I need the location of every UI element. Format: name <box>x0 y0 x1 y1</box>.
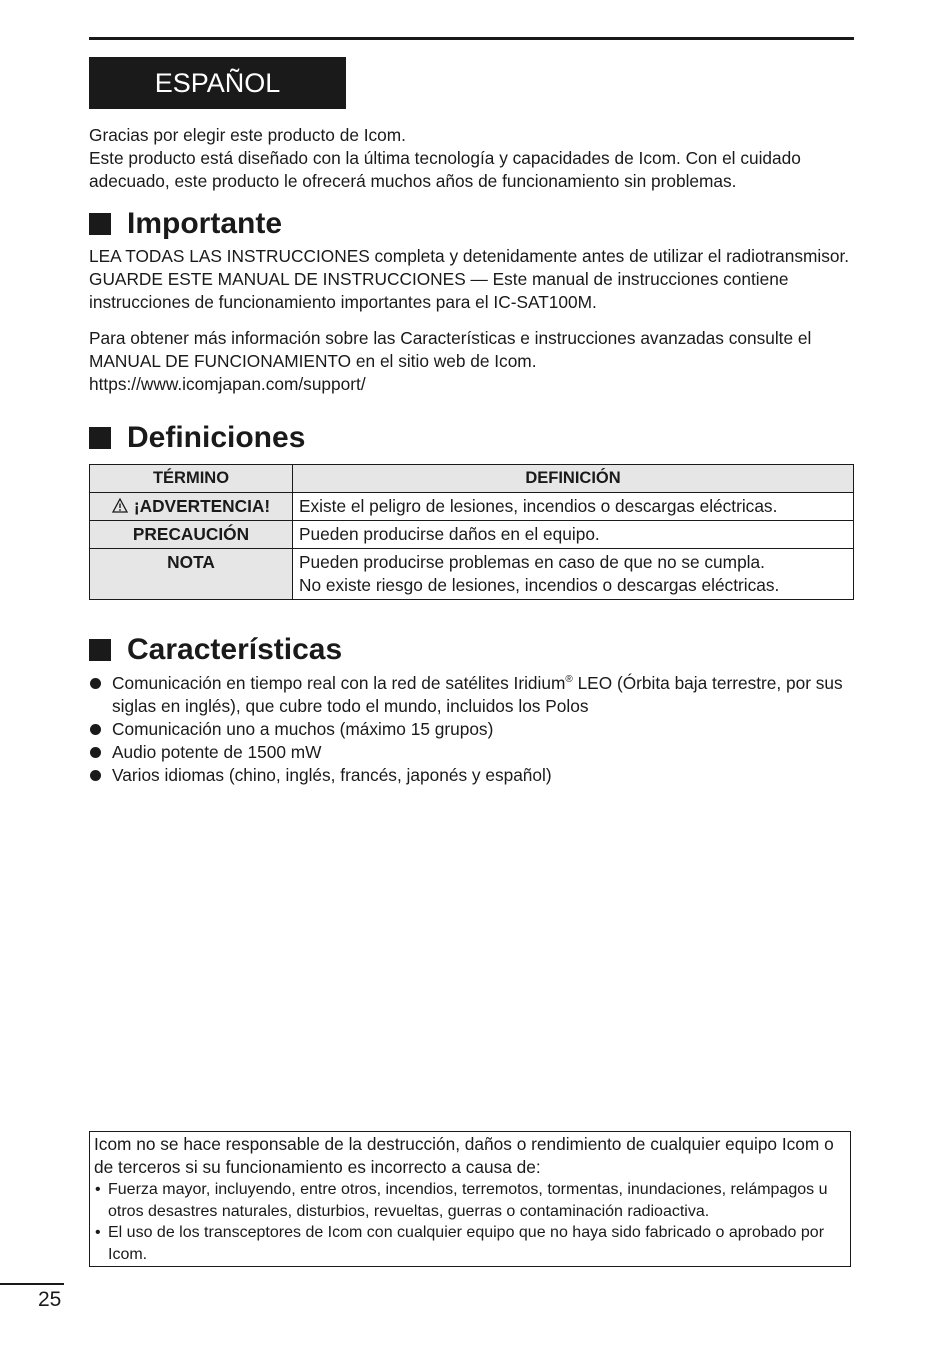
bullet-mark: • <box>95 1181 101 1198</box>
definitions-table <box>89 464 854 600</box>
table-row <box>90 521 854 549</box>
list-item <box>94 1222 844 1265</box>
feature-text: Comunicación uno a muchos (máximo 15 grupos) <box>112 719 494 739</box>
importante-read-all: LEA TODAS LAS INSTRUCCIONES completa y detenidamente antes de utilizar el radiotransmisor. <box>89 246 850 266</box>
term-cell: NOTA <box>90 549 293 600</box>
feature-text: LEO (Órbita baja terrestre, por sus siglas en inglés), que cubre todo el mundo, incluidos los Polos <box>112 673 843 716</box>
list-item <box>94 1179 844 1222</box>
bullet-mark: • <box>95 1224 101 1241</box>
feature-text: Audio potente de 1500 mW <box>112 742 322 762</box>
importante-more-info: Para obtener más información sobre las Características e instrucciones avanzadas consulte el MANUAL DE FUNCIONAMIENTO en el sitio web de Icom. <box>89 328 812 371</box>
section-heading-importante <box>89 206 859 242</box>
list-item <box>89 741 859 764</box>
page-number-rule <box>0 1283 64 1285</box>
heading-text: Definiciones <box>127 421 306 454</box>
table-row <box>90 493 854 521</box>
disclaimer-box <box>89 1131 851 1267</box>
page-number: 25 <box>38 1288 62 1311</box>
feature-text: Comunicación en tiempo real con la red de satélites Iridium <box>112 673 566 693</box>
main-content <box>89 124 859 787</box>
top-rule <box>89 37 854 40</box>
disclaimer-lead: Icom no se hace responsable de la destrucción, daños o rendimiento de cualquier equipo Icom o de terceros si su funcionamiento es incorrecto a causa de: <box>94 1134 834 1177</box>
language-banner: ESPAÑOL <box>89 57 346 109</box>
table-row <box>90 549 854 600</box>
table-header-row <box>90 465 854 493</box>
definition-cell <box>293 549 854 600</box>
square-bullet-icon <box>89 213 111 235</box>
list-item <box>89 718 859 741</box>
column-header-definition: DEFINICIÓN <box>293 465 854 493</box>
definition-cell: Existe el peligro de lesiones, incendios o descargas eléctricas. <box>293 493 854 521</box>
importante-keep-manual: GUARDE ESTE MANUAL DE INSTRUCCIONES — Este manual de instrucciones contiene instrucciones de funcionamiento importantes para el IC-SAT100M. <box>89 269 789 312</box>
intro-description: Este producto está diseñado con la última tecnología y capacidades de Icom. Con el cuidado adecuado, este producto le ofrecerá muchos años de funcionamiento sin problemas. <box>89 148 801 191</box>
term-label: ¡ADVERTENCIA! <box>133 496 271 516</box>
features-list <box>89 672 859 787</box>
disclaimer-item-text: Fuerza mayor, incluyendo, entre otros, incendios, terremotos, tormentas, inundaciones, relámpagos u otros desastres naturales, disturbios, revueltas, guerras o contaminación radioactiva. <box>108 1181 828 1220</box>
bullet-dot-icon <box>90 678 101 689</box>
section-heading-definiciones <box>89 420 859 456</box>
warning-triangle-icon <box>112 495 128 518</box>
term-cell: PRECAUCIÓN <box>90 521 293 549</box>
column-header-term: TÉRMINO <box>90 465 293 493</box>
bullet-dot-icon <box>90 747 101 758</box>
bullet-dot-icon <box>90 724 101 735</box>
square-bullet-icon <box>89 427 111 449</box>
registered-mark: ® <box>565 674 573 686</box>
definition-line: No existe riesgo de lesiones, incendios o descargas eléctricas. <box>299 575 780 595</box>
disclaimer-item-text: El uso de los transceptores de Icom con cualquier equipo que no haya sido fabricado o aprobado por Icom. <box>108 1224 825 1263</box>
support-url[interactable]: https://www.icomjapan.com/support/ <box>89 374 366 394</box>
section-heading-caracteristicas <box>89 632 859 668</box>
bullet-dot-icon <box>90 770 101 781</box>
list-item <box>89 672 859 718</box>
intro-thanks: Gracias por elegir este producto de Icom. <box>89 125 406 145</box>
disclaimer-list <box>94 1179 844 1265</box>
term-cell <box>90 493 293 521</box>
feature-text: Varios idiomas (chino, inglés, francés, japonés y español) <box>112 765 552 785</box>
square-bullet-icon <box>89 639 111 661</box>
heading-text: Importante <box>127 207 283 240</box>
heading-text: Características <box>127 633 343 666</box>
list-item <box>89 764 859 787</box>
definition-cell: Pueden producirse daños en el equipo. <box>293 521 854 549</box>
definition-line: Pueden producirse problemas en caso de que no se cumpla. <box>299 552 765 572</box>
